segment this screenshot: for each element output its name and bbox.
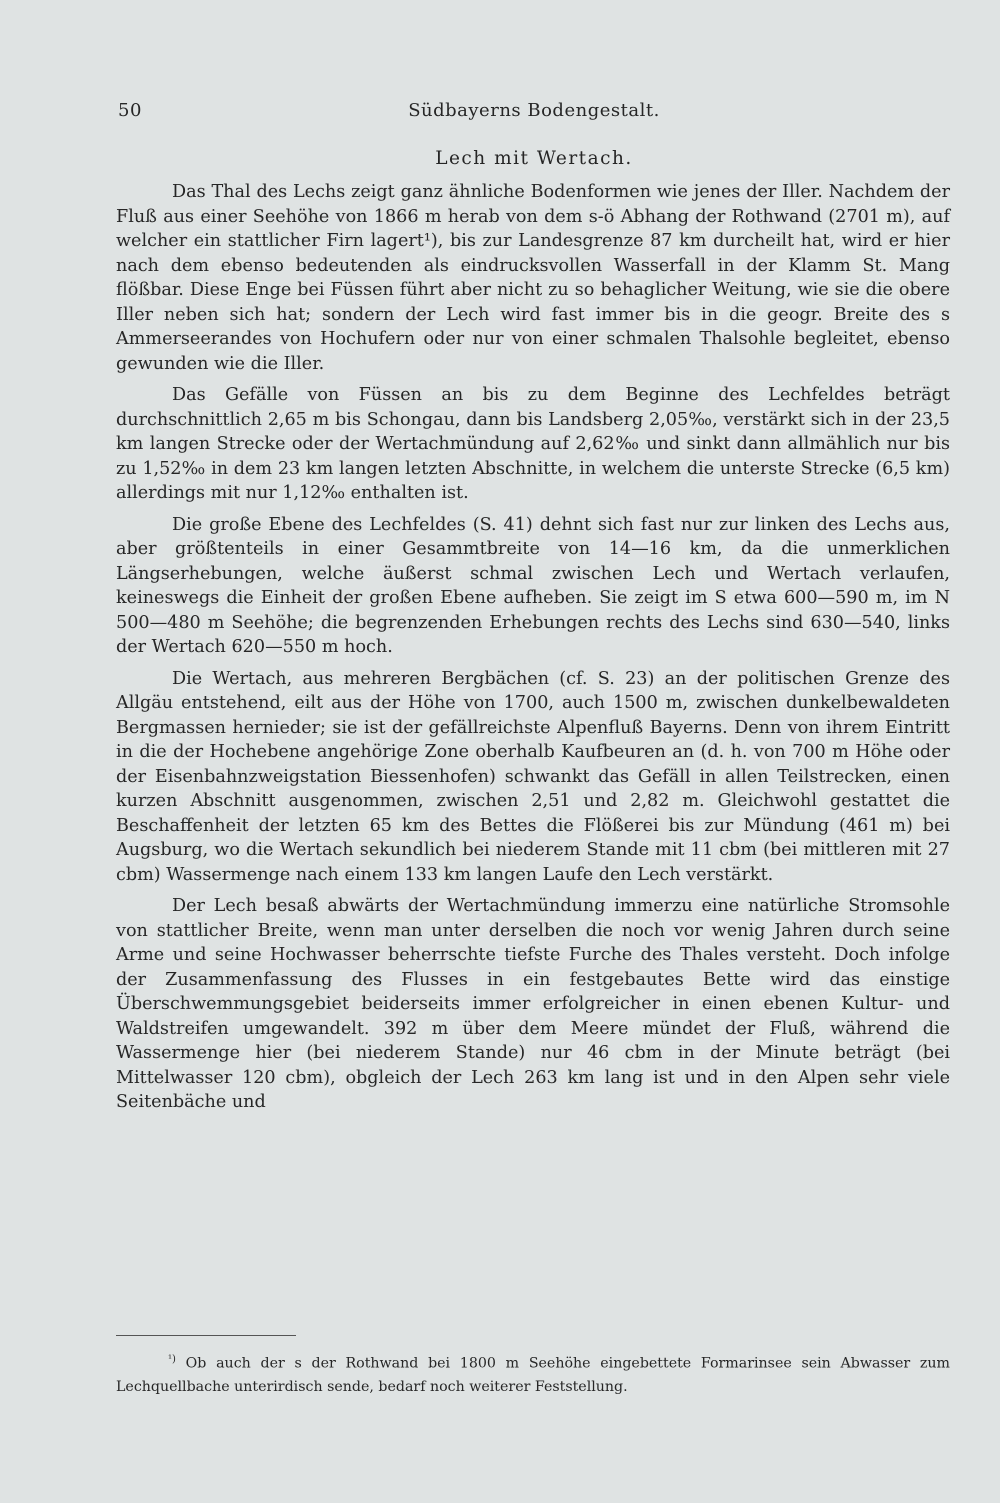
section-title: Lech mit Wertach. [435,148,633,169]
paragraph: Der Lech besaß abwärts der Wertachmündung immerzu eine natürliche Stromsohle von stattlicher Breite, wenn man unter derselben die noch vor wenig Jahren durch seine Arme und seine Hochwasser beherrschte tiefste Furche des Thales versteht. Doch infolge der Zusammenfassung des Flusses in ein festgebautes Bette wird das einstige Überschwemmungsgebiet beiderseits immer erfolgreicher in einen ebenen Kultur- und Waldstreifen umgewandelt. 392 m über dem Meere mündet der Fluß, während die Wassermenge hier (bei niederem Stande) nur 46 cbm in der Minute beträgt (bei Mittelwasser 120 cbm), obgleich der Lech 263 km lang ist und in den Alpen sehr viele Seitenbäche und [116,896,950,1112]
footnote-text: Ob auch der s der Rothwand bei 1800 m Seehöhe eingebettete Formarinsee sein Abwasser zum Lechquellbache unterirdisch sende, bedarf noch weiterer Feststellung. [116,1355,951,1395]
body-text [116,180,950,1115]
running-head-title: Südbayerns Bodengestalt. [408,100,660,121]
paragraph: Die große Ebene des Lechfeldes (S. 41) dehnt sich fast nur zur linken des Lechs aus, aber größtenteils in einer Gesammtbreite von 14—16 km, da die unmerklichen Längserhebungen, welche äußerst schmal zwischen Lech und Wertach verlaufen, keineswegs die Einheit der großen Ebene aufheben. Sie zeigt im S etwa 600—590 m, im N 500—480 m Seehöhe; die begrenzenden Erhebungen rechts des Lechs sind 630—540, links der Wertach 620—550 m hoch. [116,514,950,657]
page-number: 50 [118,100,142,121]
paragraph: Das Gefälle von Füssen an bis zu dem Beginne des Lechfeldes beträgt durchschnittlich 2,65 m bis Schongau, dann bis Landsberg 2,05‰, verstärkt sich in der 23,5 km langen Strecke oder der Wertachmündung auf 2,62‰ und sinkt dann allmählich nur bis zu 1,52‰ in dem 23 km langen letzten Abschnitte, in welchem die unterste Strecke (6,5 km) allerdings mit nur 1,12‰ enthalten ist. [116,385,950,503]
paragraph: Die Wertach, aus mehreren Bergbächen (cf. S. 23) an der politischen Grenze des Allgäu entstehend, eilt aus der Höhe von 1700, auch 1500 m, zwischen dunkelbewaldeten Bergmassen hernieder; sie ist der gefällreichste Alpenfluß Bayerns. Denn von ihrem Eintritt in die der Hochebene angehörige Zone oberhalb Kaufbeuren an (d. h. von 700 m Höhe oder der Eisenbahnzweigstation Biessenhofen) schwankt das Gefäll in allen Teilstrecken, einen kurzen Abschnitt ausgenommen, zwischen 2,51 und 2,82 m. Gleichwohl gestattet die Beschaffenheit der letzten 65 km des Bettes die Flößerei bis zur Mündung (461 m) bei Augsburg, wo die Wertach sekundlich bei niederem Stande mit 11 cbm (bei mittleren mit 27 cbm) Wassermenge nach einem 133 km langen Laufe den Lech verstärkt. [116,668,950,885]
footnote [116,1348,950,1399]
footnote-divider [116,1335,296,1336]
running-head [118,100,950,128]
paragraph: Das Thal des Lechs zeigt ganz ähnliche Bodenformen wie jenes der Iller. Nachdem der Fluß aus einer Seehöhe von 1866 m herab von dem s-ö Abhang der Rothwand (2701 m), auf welcher ein stattlicher Firn lagert¹), bis zur Landesgrenze 87 km durcheilt hat, wird er hier nach dem ebenso bedeutenden als eindrucksvollen Wasserfall in der Klamm St. Mang flößbar. Diese Enge bei Füssen führt aber nicht zu so behaglicher Weitung, wie sie die obere Iller neben sich hat; sondern der Lech wird fast immer bis in die geogr. Breite des s Ammerseerandes von Hochufern oder nur von einer schmalen Thalsohle begleitet, ebenso gewunden wie die Iller. [116,182,950,374]
footnotes [116,1348,950,1399]
footnote-marker: ¹) [168,1354,176,1365]
